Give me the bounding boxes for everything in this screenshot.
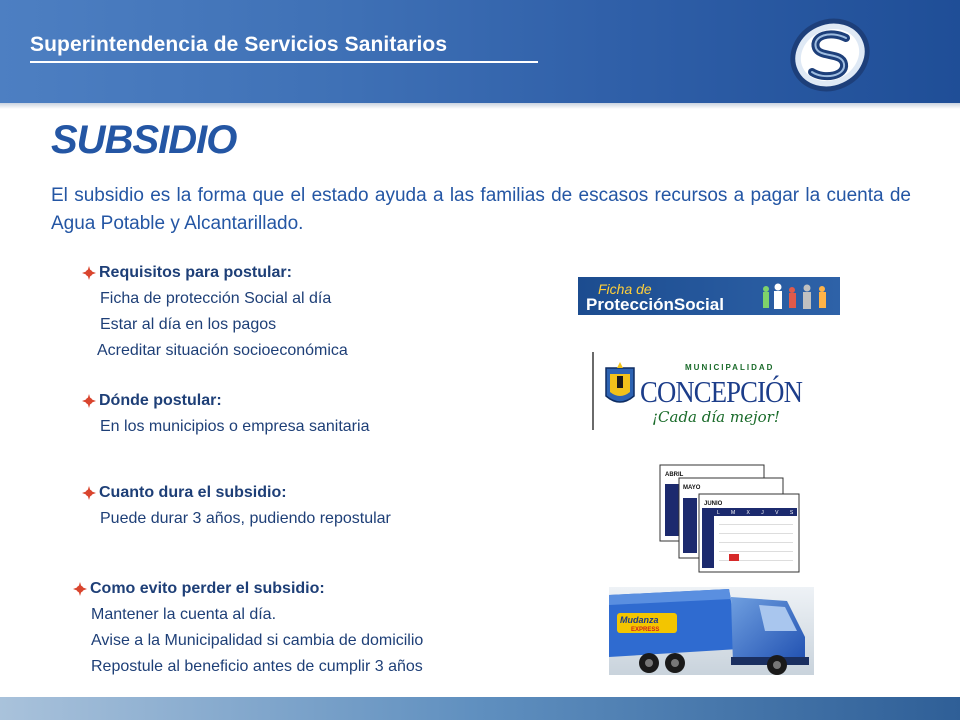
section-line: Mantener la cuenta al día.: [91, 606, 277, 623]
bullet-icon: [73, 582, 87, 596]
ficha-line2: ProtecciónSocial: [586, 295, 724, 314]
calendar-stack-image: [657, 462, 814, 574]
intro-paragraph: El subsidio es la forma que el estado ayuda a las familias de escasos recursos a pagar la cuenta de Agua Potable y Alcantarillado.: [51, 185, 911, 234]
sss-logo-icon: [780, 12, 880, 98]
slide-title: SUBSIDIO: [51, 118, 237, 162]
title-underline: [30, 61, 538, 63]
section-keep: [73, 576, 553, 680]
section-heading: Cuanto dura el subsidio:: [99, 484, 287, 501]
calendar-month: MAYO: [683, 485, 701, 491]
header-shadow: [0, 103, 960, 109]
section-line: En los municipios o empresa sanitaria: [100, 418, 370, 435]
ficha-proteccion-social-image: [578, 277, 840, 315]
bullet-icon: [82, 486, 96, 500]
moving-truck-image: [609, 587, 814, 675]
section-where: [82, 388, 542, 440]
section-line: Avise a la Municipalidad si cambia de domicilio: [91, 632, 424, 649]
ficha-line1: Ficha de: [598, 281, 652, 297]
slogan-label: ¡Cada día mejor!: [652, 408, 780, 426]
section-duration: [82, 480, 542, 532]
truck-brand-line1: Mudanza: [620, 615, 659, 625]
footer-bar: [0, 697, 960, 720]
bullet-icon: [82, 394, 96, 408]
calendar-weekdays: L M X J V S D: [717, 510, 814, 516]
bullet-icon: [82, 266, 96, 280]
concepcion-label: CONCEPCIÓN: [640, 374, 803, 409]
municipalidad-concepcion-logo: [600, 358, 804, 432]
section-line: Puede durar 3 años, pudiendo repostular: [100, 510, 391, 527]
section-heading: Dónde postular:: [99, 392, 222, 409]
section-line: Estar al día en los pagos: [100, 316, 277, 333]
section-line: Acreditar situación socioeconómica: [97, 342, 348, 359]
calendar-june: [699, 494, 813, 572]
section-heading: Requisitos para postular:: [99, 264, 292, 281]
truck-brand-logo: [617, 613, 677, 633]
municipalidad-label: MUNICIPALIDAD: [685, 363, 775, 372]
calendar-month: ABRIL: [665, 472, 684, 478]
logo-divider: [592, 352, 594, 430]
section-heading: Como evito perder el subsidio:: [90, 580, 325, 597]
truck-brand-line2: EXPRESS: [631, 627, 660, 633]
organization-title: Superintendencia de Servicios Sanitarios: [30, 33, 448, 56]
coat-of-arms-icon: [606, 362, 634, 402]
calendar-month: JUNIO: [704, 501, 723, 507]
section-line: Ficha de protección Social al día: [100, 290, 332, 307]
section-requirements: [82, 260, 542, 364]
section-line: Repostule al beneficio antes de cumplir 3 años: [91, 658, 423, 675]
